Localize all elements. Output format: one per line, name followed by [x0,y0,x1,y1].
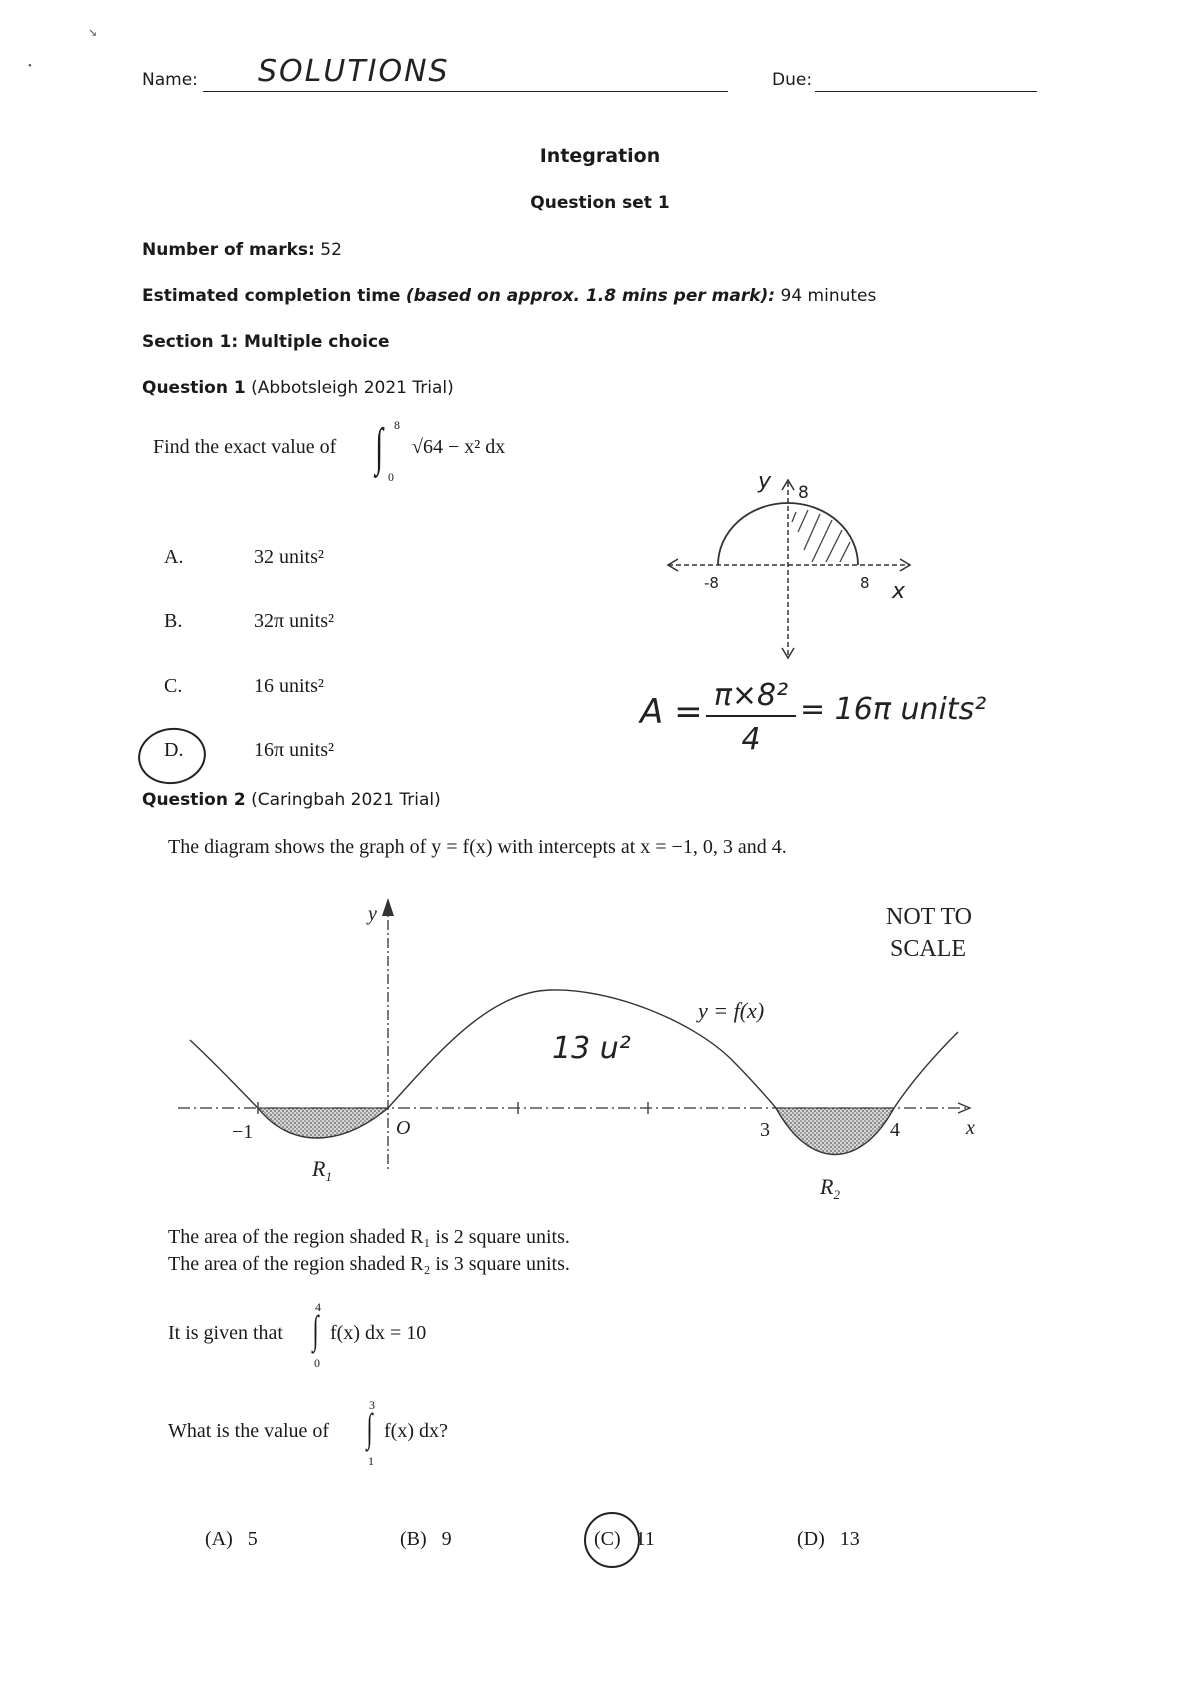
q2-option-a-text: 5 [247,1528,258,1550]
q1-answer-circle [134,724,209,789]
marks-value: 52 [320,240,342,260]
integral-sign: ∫ [366,1405,373,1450]
q1-working-numerator: π×8² [706,678,796,717]
sketch-top-label: 8 [798,483,809,503]
q1-option-c-letter[interactable]: C. [164,675,183,697]
name-label: Name: [142,70,198,90]
q2-question-prefix: What is the value of [168,1420,330,1442]
q2-option-b-text: 9 [441,1528,452,1550]
q2-option-a-letter: (A) [205,1528,233,1550]
q2-option-d-letter: (D) [797,1528,825,1550]
q1-integral [372,418,402,484]
due-line [815,73,1037,92]
region-r1-label [311,1156,332,1184]
marks-label: Number of marks: [142,240,315,260]
marks-line [142,240,342,260]
time-note: (based on approx. 1.8 mins per mark): [405,286,776,306]
q2-option-c-letter: (C) [594,1528,621,1550]
q2-question-integral: f(x) dx? [384,1420,448,1442]
q2-question-upper: 3 [369,1398,375,1412]
graph-tick-4: 4 [890,1119,900,1141]
time-line [142,286,876,306]
page-title: Integration [539,145,661,167]
q1-heading-line [142,378,454,398]
graph-hand-note: 13 u² [552,1031,631,1066]
q1-upper-limit: 8 [394,418,400,432]
graph-y-arrow [382,898,394,916]
q2-intro: The diagram shows the graph of y = f(x) with intercepts at x = −1, 0, 3 and 4. [168,836,787,858]
q1-integrand: √64 − x² dx [412,436,506,458]
region-r2-label [819,1174,840,1202]
not-to-scale-line2: SCALE [890,936,967,962]
q2-option-c-text: 11 [635,1528,655,1550]
q1-working-lhs: A = [640,692,703,732]
q1-option-d-letter[interactable]: D. [164,739,184,761]
q1-prompt-line [153,436,336,459]
q1-option-d-text: 16π units² [254,739,334,761]
r2-letter: R [820,1174,834,1199]
name-handwritten: SOLUTIONS [258,54,450,89]
q1-option-b-text: 32π units² [254,610,334,632]
q1-semicircle-sketch [660,460,930,670]
r1-subscript: 1 [325,1169,332,1184]
page-subtitle: Question set 1 [530,193,670,213]
integral-sign: ∫ [312,1307,319,1352]
q2-option-b[interactable] [400,1528,452,1551]
q2-answer-circle [584,1512,640,1568]
q2-given-integral: f(x) dx = 10 [330,1322,427,1344]
region-r2-shading [776,1108,894,1155]
region-r1-shading [258,1108,388,1138]
integral-sign: ∫ [375,419,384,476]
q2-area-r2: The area of the region shaded R₂ is 3 square units. [168,1253,570,1275]
q2-source: (Caringbah 2021 Trial) [251,790,441,810]
r1-letter: R [312,1156,326,1181]
q2-area-r1: The area of the region shaded R₁ is 2 square units. [168,1226,570,1248]
q1-option-c-text: 16 units² [254,675,324,697]
graph-curve-label: y = f(x) [698,998,765,1023]
q2-option-b-letter: (B) [400,1528,427,1550]
q1-heading: Question 1 [142,378,246,398]
graph-x-label: x [966,1117,975,1139]
q2-option-d[interactable] [797,1528,860,1551]
q1-source: (Abbotsleigh 2021 Trial) [251,378,454,398]
sketch-y-label: y [758,469,772,494]
section-heading: Section 1: Multiple choice [142,332,390,352]
graph-origin-label: O [396,1117,411,1139]
q1-prompt: Find the exact value of [153,436,337,458]
graph-tick-minus1: −1 [232,1121,254,1143]
q2-option-a[interactable] [205,1528,258,1551]
scan-speck: ↘ [88,27,98,39]
r2-subscript: 2 [833,1187,840,1202]
q2-given-prefix: It is given that [168,1322,283,1344]
sketch-right-label: 8 [860,574,870,592]
not-to-scale-line1: NOT TO [886,904,973,930]
q2-given-lower: 0 [314,1356,320,1370]
time-label: Estimated completion time [142,286,401,306]
sketch-left-label: -8 [704,574,719,592]
q1-option-b-letter[interactable]: B. [164,610,183,632]
graph-tick-3: 3 [760,1119,770,1141]
q2-heading-line [142,790,441,810]
time-value: 94 minutes [780,286,877,306]
q2-graph [170,890,990,1220]
q1-working-denominator: 4 [741,722,761,757]
scan-speck: • [28,60,32,72]
q2-option-d-text: 13 [839,1528,860,1550]
q2-question-lower: 1 [368,1454,374,1468]
q1-option-a-text: 32 units² [254,546,324,568]
sketch-x-label: x [892,579,906,604]
q2-heading: Question 2 [142,790,246,810]
sketch-shading [792,510,850,562]
q1-lower-limit: 0 [388,470,394,484]
graph-y-label: y [368,903,377,925]
q1-working-result: = 16π units² [800,692,987,727]
q1-option-a-letter[interactable]: A. [164,546,184,568]
q2-given-upper: 4 [315,1300,321,1314]
due-label: Due: [772,70,813,90]
